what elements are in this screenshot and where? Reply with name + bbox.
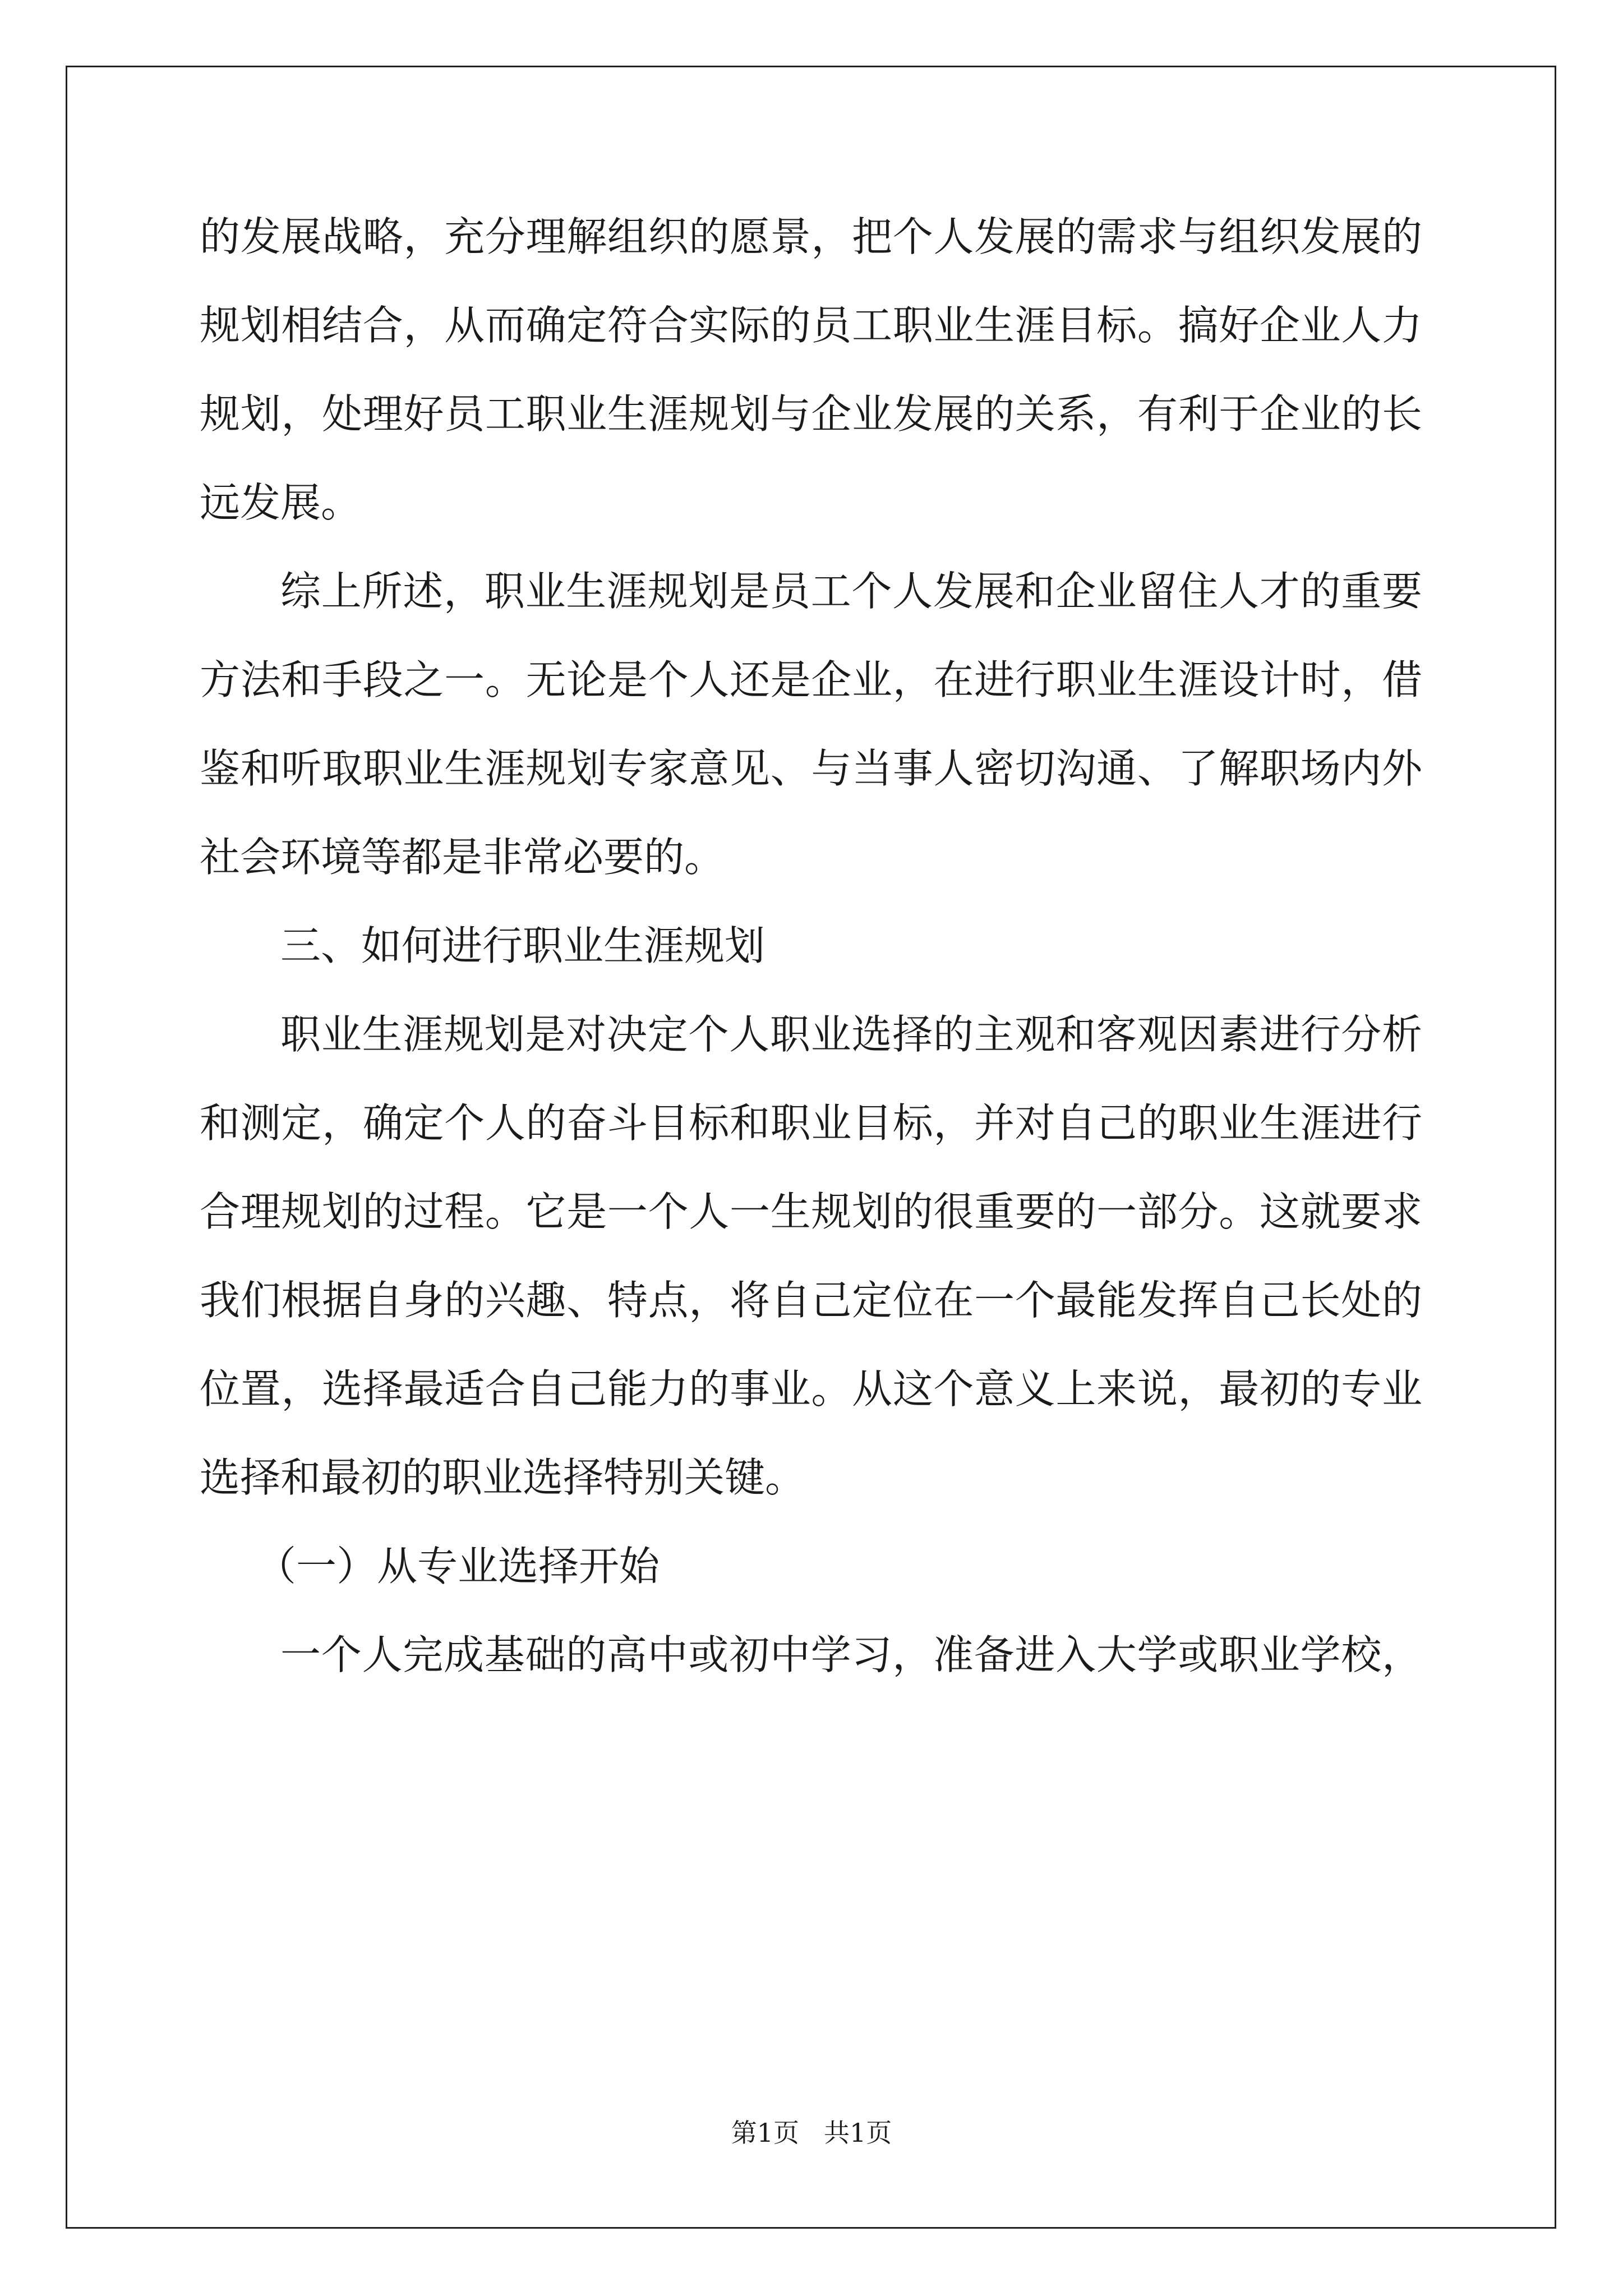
text-line: 社会环境等都是非常必要的。: [200, 834, 725, 881]
subsection-heading: （一）从专业选择开始: [256, 1543, 660, 1590]
footer-spacer: [799, 2118, 824, 2148]
text-line: 选择和最初的职业选择特别关键。: [200, 1454, 806, 1501]
text-line: 我们根据自身的兴趣、特点，将自己定位在一个最能发挥自己长处的: [200, 1277, 1422, 1324]
text-line: 的发展战略，充分理解组织的愿景，把个人发展的需求与组织发展的: [200, 213, 1422, 260]
text-line: 方法和手段之一。无论是个人还是企业，在进行职业生涯设计时，借: [200, 656, 1422, 703]
text-line: 规划，处理好员工职业生涯规划与企业发展的关系，有利于企业的长: [200, 390, 1422, 438]
text-line: 综上所述，职业生涯规划是员工个人发展和企业留住人才的重要: [280, 568, 1422, 615]
page-total: 共1页: [823, 2118, 892, 2148]
page-number: 第1页: [731, 2118, 800, 2148]
text-line: 规划相结合，从而确定符合实际的员工职业生涯目标。搞好企业人力: [200, 302, 1422, 349]
text-line: 合理规划的过程。它是一个人一生规划的很重要的一部分。这就要求: [200, 1188, 1422, 1235]
text-line: 一个人完成基础的高中或初中学习，准备进入大学或职业学校，: [280, 1631, 1422, 1678]
text-line: 鉴和听取职业生涯规划专家意见、与当事人密切沟通、了解职场内外: [200, 745, 1422, 792]
text-line: 位置，选择最适合自己能力的事业。从这个意义上来说，最初的专业: [200, 1365, 1422, 1412]
section-heading: 三、如何进行职业生涯规划: [280, 922, 766, 969]
text-line: 和测定，确定个人的奋斗目标和职业目标，并对自己的职业生涯进行: [200, 1099, 1422, 1147]
text-line: 远发展。: [200, 479, 362, 526]
page-footer: [0, 2116, 1623, 2150]
text-line: 职业生涯规划是对决定个人职业选择的主观和客观因素进行分析: [280, 1011, 1422, 1058]
